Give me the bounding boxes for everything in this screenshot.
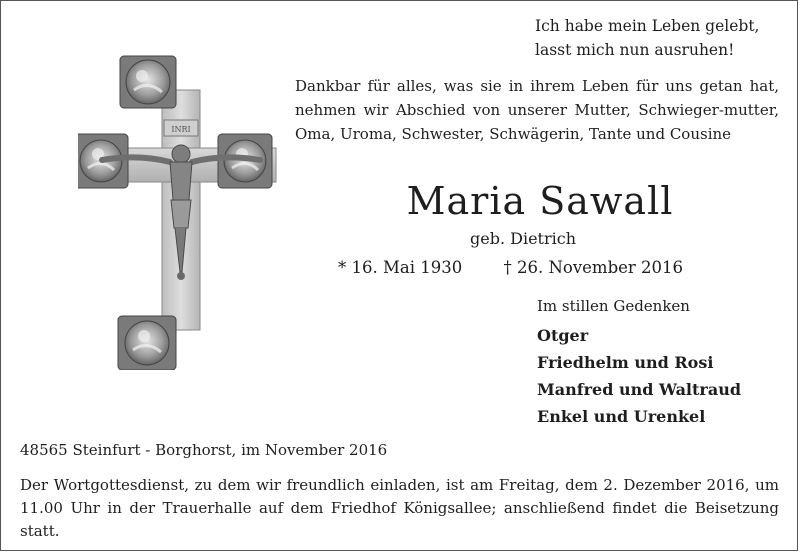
- mourners-list: [537, 322, 741, 430]
- death-date: † 26. November 2016: [503, 258, 684, 277]
- place-date: 48565 Steinfurt - Borghorst, im November 2016: [20, 441, 388, 459]
- motto-line-2: lasst mich nun ausruhen!: [535, 41, 735, 59]
- mourner-name: Enkel und Urenkel: [537, 407, 706, 426]
- service-info: Der Wortgottesdienst, zu dem wir freundlich einladen, ist am Freitag, dem 2. Dezember 2016, um 11.00 Uhr in der Trauerhalle auf dem Friedhof Königsallee; anschließend findet die Beisetzung statt.: [20, 476, 779, 540]
- mourner-name: Friedhelm und Rosi: [537, 353, 714, 372]
- memory-heading: Im stillen Gedenken: [537, 297, 690, 315]
- mourner-name: Manfred und Waltraud: [537, 380, 742, 399]
- motto-line-1: Ich habe mein Leben gelebt,: [535, 17, 760, 35]
- birth-date: * 16. Mai 1930: [338, 258, 463, 277]
- maiden-name: geb. Dietrich: [470, 229, 576, 248]
- crucifix-image: [78, 50, 284, 370]
- mourner-name: Otger: [537, 326, 589, 345]
- life-dates: [338, 256, 683, 280]
- crucifix-icon: [78, 50, 284, 370]
- motto-quote: [535, 14, 765, 62]
- deceased-name: Maria Sawall: [406, 179, 674, 223]
- intro-text: Dankbar für alles, was sie in ihrem Leben für uns getan hat, nehmen wir Abschied von unserer Mutter, Schwieger-mutter, Oma, Uroma, Schwester, Schwägerin, Tante und Cousine: [295, 77, 779, 143]
- inri-inscription: INRI: [171, 125, 191, 134]
